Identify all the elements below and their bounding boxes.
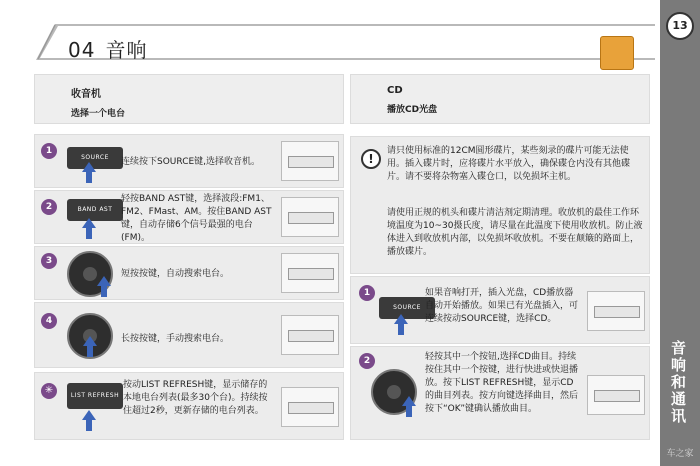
cd-title: CD	[387, 85, 403, 96]
press-arrow	[406, 405, 412, 417]
chapter-name: 音响	[105, 38, 148, 62]
step-text: 连续按下SOURCE键,选择收音机。	[121, 157, 261, 167]
step-badge: 3	[41, 253, 57, 269]
cd-step-2	[350, 346, 650, 440]
radio-unit-image	[281, 197, 339, 237]
cd-subtitle: 播放CD光盘	[387, 105, 438, 115]
step-text: 轻按其中一个按钮,选择CD曲目。持续按住其中一个按键，进行快进或快退播放。按下LIST REFRESH键，显示CD的曲目列表。按方向键选择曲目，然后按下“OK”键确认播放曲目。	[425, 352, 579, 414]
press-arrow	[86, 419, 92, 431]
radio-step-1	[34, 134, 344, 188]
radio-unit-image	[281, 315, 339, 355]
step-text: 轻按BAND AST键，选择波段:FM1、FM2、FMast、AM。按住BAND AST键，自动存储6个信号最强的电台(FM)。	[121, 194, 272, 243]
press-arrow-head	[402, 396, 416, 406]
radio-title: 收音机	[71, 89, 101, 100]
press-arrow	[101, 285, 107, 297]
source-button-image: SOURCE	[67, 147, 123, 169]
radio-step-2	[34, 190, 344, 244]
cd-step-1	[350, 276, 650, 344]
step-text: 按动LIST REFRESH键，显示储存的本地电台列表(最多30个台)。持续按住超过2秒，更新存储的电台列表。	[123, 380, 268, 416]
cd-warning-box	[350, 136, 650, 274]
radio-step-list-refresh	[34, 372, 344, 440]
list-refresh-button-image: LIST REFRESH	[67, 383, 123, 409]
step-badge: 1	[41, 143, 57, 159]
step-text: 长按按键，手动搜索电台。	[121, 334, 230, 344]
radio-step-3	[34, 246, 344, 300]
step-badge: 2	[41, 199, 57, 215]
page-number-badge: 13	[666, 12, 694, 40]
press-arrow-head	[82, 218, 96, 228]
radio-unit-image	[281, 141, 339, 181]
radio-section-header	[34, 74, 344, 124]
press-arrow-head	[394, 314, 408, 324]
audio-system-icon	[600, 36, 634, 70]
radio-unit-image	[281, 253, 339, 293]
step-badge: 1	[359, 285, 375, 301]
radio-unit-image	[587, 291, 645, 331]
step-badge: 2	[359, 353, 375, 369]
page-header	[0, 0, 660, 80]
cd-section-header	[350, 74, 650, 124]
press-arrow	[87, 345, 93, 357]
source-button-image: SOURCE	[379, 297, 435, 319]
tip-star-badge: ✳	[41, 383, 57, 399]
press-arrow	[86, 171, 92, 183]
chapter-number: 04	[68, 38, 96, 62]
step-badge: 4	[41, 313, 57, 329]
press-arrow-head	[82, 162, 96, 172]
watermark: 车之家	[666, 449, 694, 459]
exclamation-icon: !	[361, 149, 381, 169]
radio-step-4	[34, 302, 344, 368]
warning-paragraph-1: 请只使用标准的12CM圆形碟片，某些刻录的碟片可能无法使用。插入碟片时，应将碟片水平放入，确保碟仓内没有其他碟片。请不要将杂物塞入碟仓口，以免损坏主机。	[387, 146, 631, 182]
band-ast-button-image: BAND AST	[67, 199, 123, 221]
step-text: 短按按键，自动搜索电台。	[121, 269, 230, 279]
press-arrow	[86, 227, 92, 239]
step-text: 如果音响打开，插入光盘，CD播放器自动开始播放。如果已有光盘插入，可连续按动SOURCE键，选择CD。	[425, 288, 579, 324]
radio-subtitle: 选择一个电台	[71, 109, 126, 119]
radio-unit-image	[587, 375, 645, 415]
chapter-title	[68, 34, 147, 63]
press-arrow-head	[82, 410, 96, 420]
radio-unit-image	[281, 387, 339, 427]
press-arrow-head	[83, 336, 97, 346]
press-arrow	[398, 323, 404, 335]
warning-paragraph-2: 请使用正规的机头和碟片清洁剂定期清理。收放机的最佳工作环境温度为10~30摄氏度，请尽量在此温度下使用收放机。防止液体进入到收放机内部，以免损坏收放机。不要在颠簸的路面上，播放碟片。	[387, 208, 643, 257]
press-arrow-head	[97, 276, 111, 286]
side-chapter-label: 音响和通讯	[669, 340, 687, 425]
